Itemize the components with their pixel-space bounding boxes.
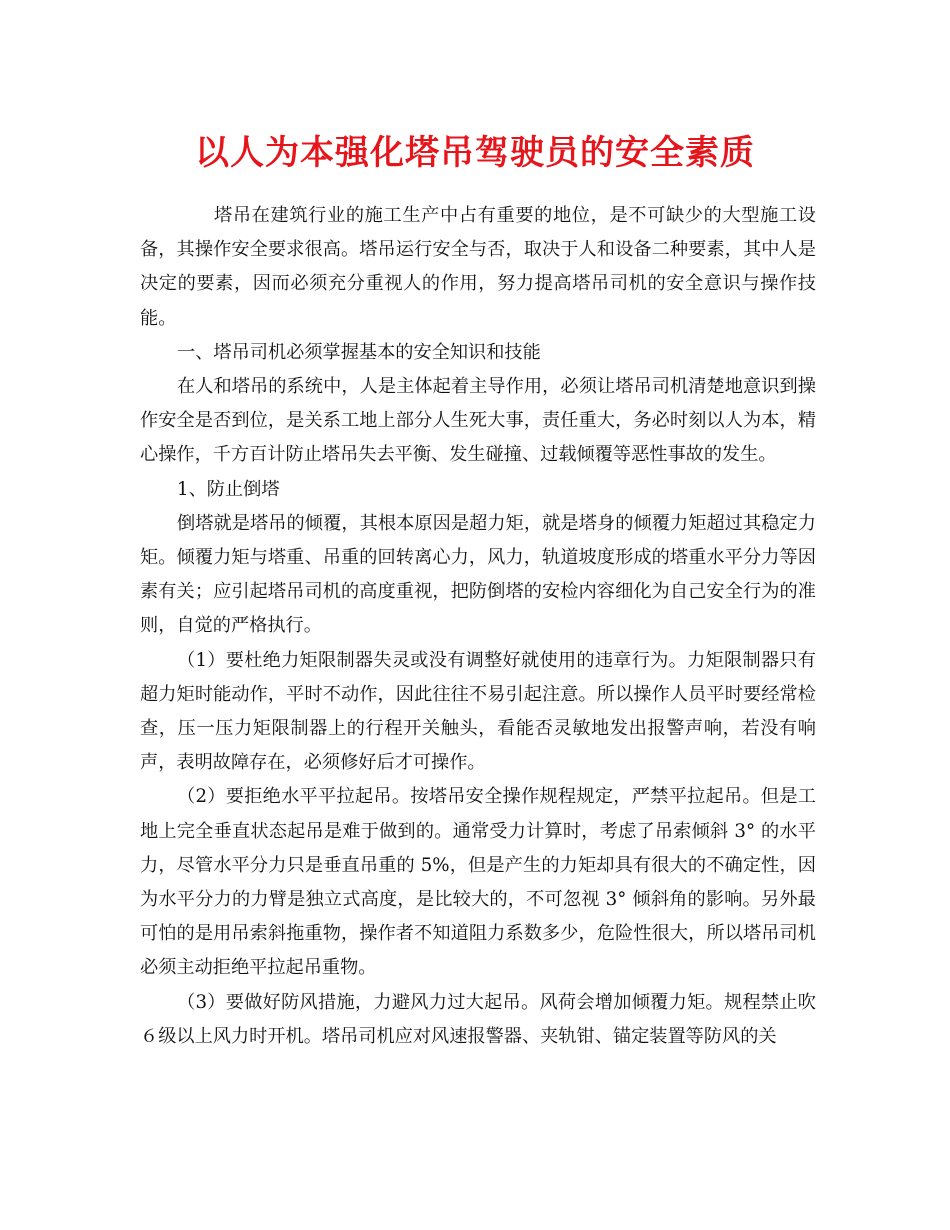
document-body <box>140 199 816 1054</box>
document-title: 以人为本强化塔吊驾驶员的安全素质 <box>195 133 755 173</box>
item-2-paragraph: （2）要拒绝水平平拉起吊。按塔吊安全操作规程规定，严禁平拉起吊。但是工地上完全垂直状态起吊是难于做到的。通常受力计算时，考虑了吊索倾斜 3° 的水平力，尽管水平分力只是垂直吊重的 5%，但是产生的力矩却具有很大的不确定性，因为水平分力的力臂是独立式高度，是比较大的，不可忽视 3° 倾斜角的影响。另外最可怕的是用吊索斜拖重物，操作者不知道阻力系数多少，危险性很大，所以塔吊司机必须主动拒绝平拉起吊重物。 <box>140 786 816 979</box>
section-heading-1: 一、塔吊司机必须掌握基本的安全知识和技能 <box>177 341 541 363</box>
item-3-paragraph: （3）要做好防风措施，力避风力过大起吊。风荷会增加倾覆力矩。规程禁止吹６级以上风力时开机。塔吊司机应对风速报警器、夹轨钳、锚定装置等防风的关 <box>140 991 816 1047</box>
section-1-paragraph: 在人和塔吊的系统中，人是主体起着主导作用，必须让塔吊司机清楚地意识到操作安全是否到位，是关系工地上部分人生死大事，责任重大，务必时刻以人为本，精心操作，千方百计防止塔吊失去平衡、发生碰撞、过载倾覆等恶性事故的发生。 <box>140 376 816 466</box>
item-1-paragraph: （1）要杜绝力矩限制器失灵或没有调整好就使用的违章行为。力矩限制器只有超力矩时能动作，平时不动作，因此往往不易引起注意。所以操作人员平时要经常检查，压一压力矩限制器上的行程开关触头，看能否灵敏地发出报警声响，若没有响声，表明故障存在，必须修好后才可操作。 <box>140 649 816 774</box>
subsection-heading-1: 1、防止倒塔 <box>177 478 280 500</box>
subsection-1-paragraph: 倒塔就是塔吊的倾覆，其根本原因是超力矩，就是塔身的倾覆力矩超过其稳定力矩。倾覆力矩与塔重、吊重的回转离心力，风力，轨道坡度形成的塔重水平分力等因素有关；应引起塔吊司机的高度重视，把防倒塔的安检内容细化为自己安全行为的准则，自觉的严格执行。 <box>140 512 816 637</box>
intro-paragraph: 塔吊在建筑行业的施工生产中占有重要的地位，是不可缺少的大型施工设备，其操作安全要求很高。塔吊运行安全与否，取决于人和设备二种要素，其中人是决定的要素，因而必须充分重视人的作用，努力提高塔吊司机的安全意识与操作技能。 <box>140 205 816 329</box>
